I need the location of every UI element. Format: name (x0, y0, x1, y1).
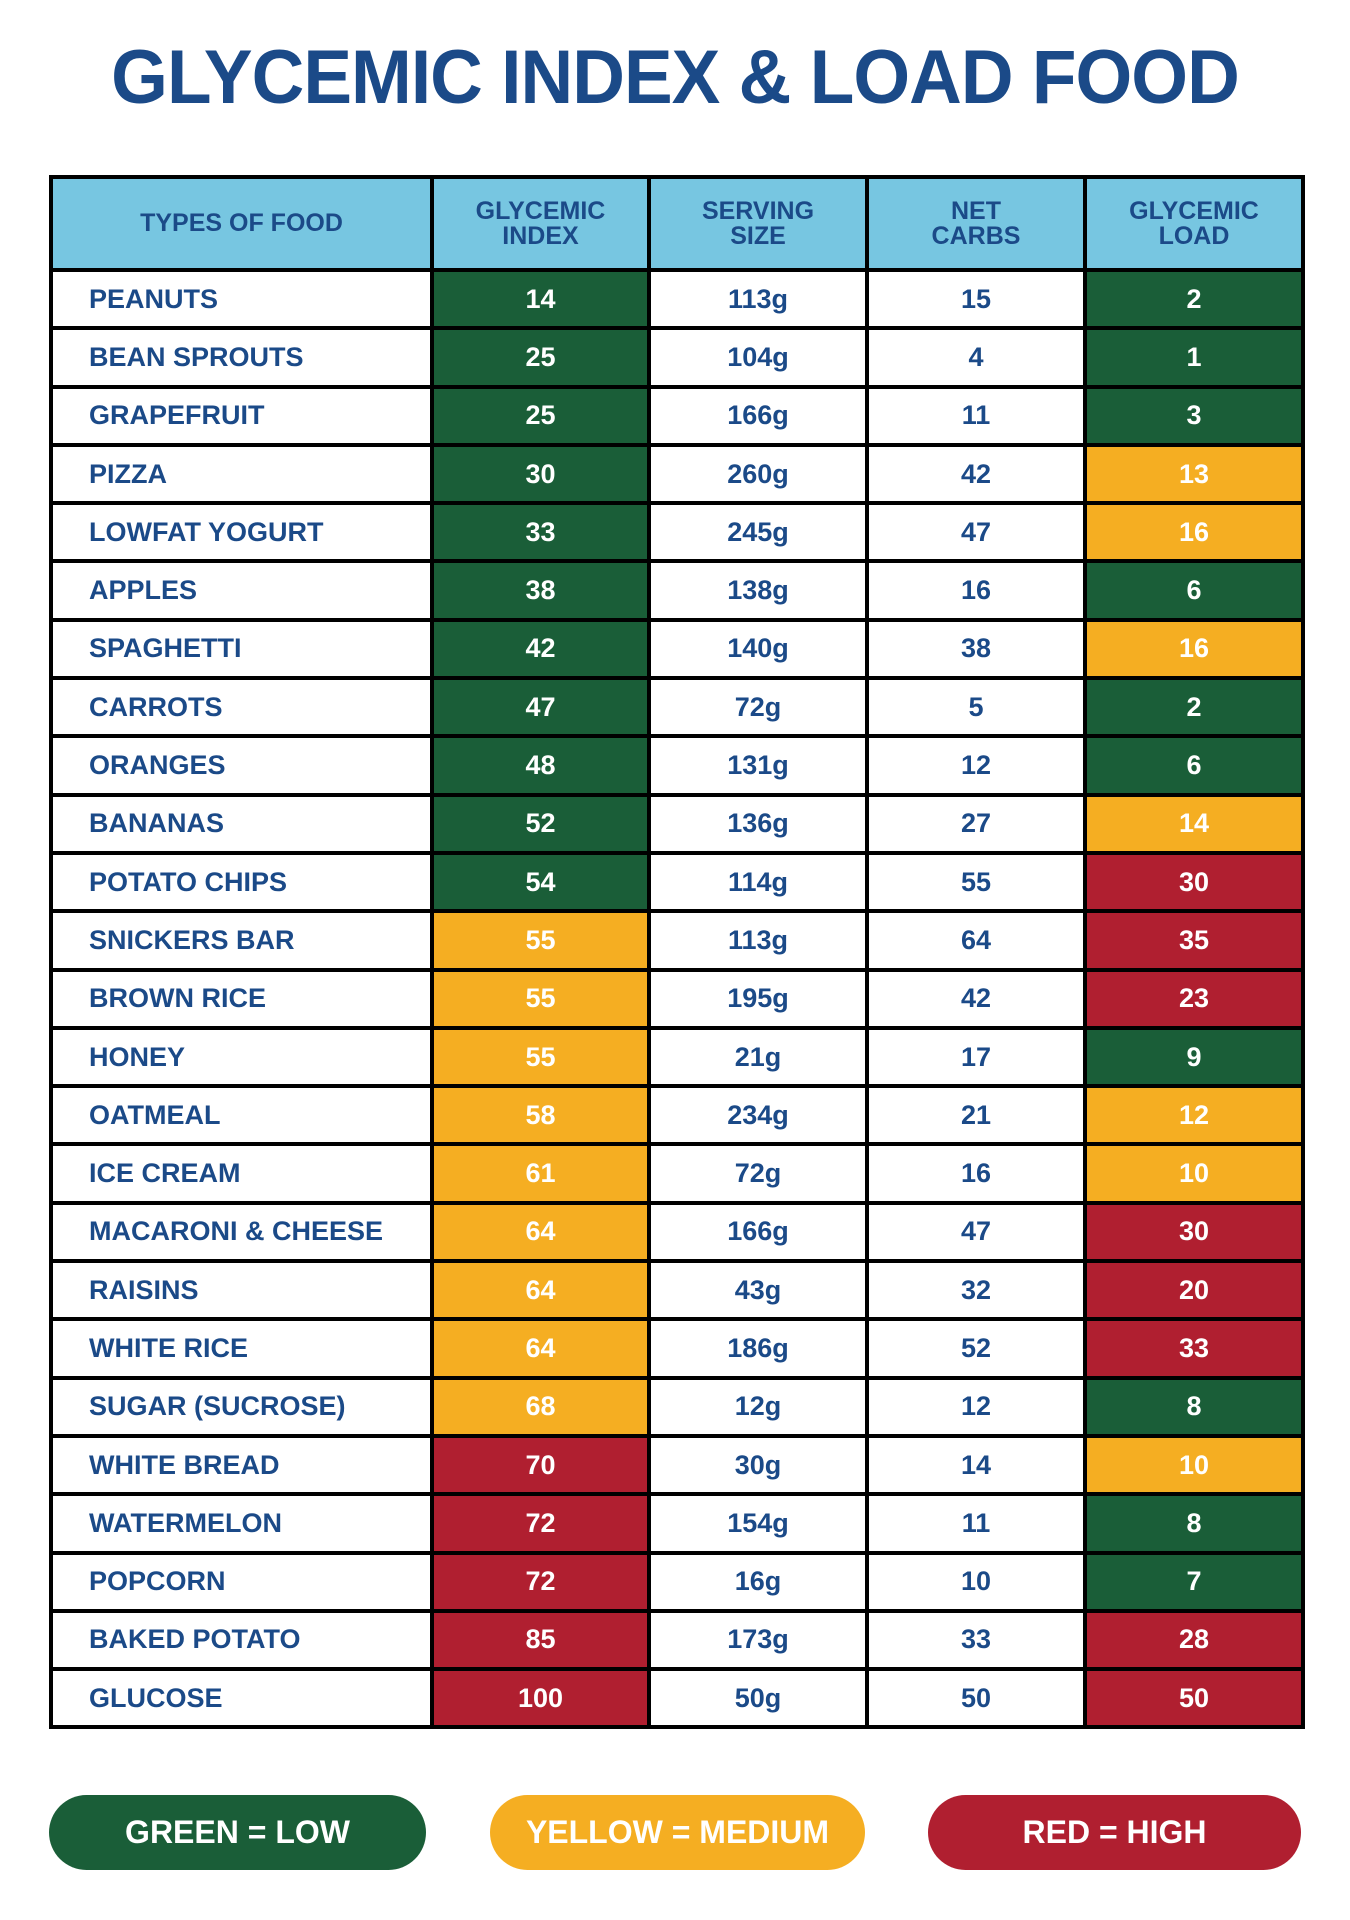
glycemic-table (49, 175, 1305, 1729)
glycemic-index-cell: 52 (432, 795, 649, 853)
legend-high-pill: RED = HIGH (928, 1795, 1301, 1870)
glycemic-load-cell: 10 (1085, 1144, 1303, 1202)
serving-size-cell: 12g (649, 1378, 867, 1436)
serving-size-cell: 72g (649, 678, 867, 736)
legend-low-pill: GREEN = LOW (49, 1795, 426, 1870)
glycemic-index-cell: 30 (432, 445, 649, 503)
net-carbs-cell: 4 (867, 328, 1085, 386)
table-row (51, 1436, 1303, 1494)
table-row (51, 1203, 1303, 1261)
food-name-cell: WATERMELON (51, 1494, 432, 1552)
table-body (51, 270, 1303, 1727)
table-row (51, 1553, 1303, 1611)
serving-size-cell: 166g (649, 387, 867, 445)
net-carbs-cell: 55 (867, 853, 1085, 911)
food-name-cell: SPAGHETTI (51, 620, 432, 678)
header-net-carbs: NET CARBS (867, 177, 1085, 270)
glycemic-load-cell: 30 (1085, 1203, 1303, 1261)
glycemic-index-cell: 55 (432, 911, 649, 969)
glycemic-load-cell: 1 (1085, 328, 1303, 386)
net-carbs-cell: 14 (867, 1436, 1085, 1494)
glycemic-load-cell: 50 (1085, 1669, 1303, 1727)
glycemic-load-cell: 8 (1085, 1494, 1303, 1552)
glycemic-load-cell: 12 (1085, 1086, 1303, 1144)
net-carbs-cell: 64 (867, 911, 1085, 969)
glycemic-load-cell: 30 (1085, 853, 1303, 911)
glycemic-index-cell: 54 (432, 853, 649, 911)
net-carbs-cell: 47 (867, 1203, 1085, 1261)
glycemic-index-cell: 25 (432, 328, 649, 386)
glycemic-load-cell: 28 (1085, 1611, 1303, 1669)
net-carbs-cell: 17 (867, 1028, 1085, 1086)
table-row (51, 445, 1303, 503)
glycemic-index-cell: 55 (432, 1028, 649, 1086)
glycemic-index-cell: 47 (432, 678, 649, 736)
serving-size-cell: 173g (649, 1611, 867, 1669)
food-name-cell: SUGAR (SUCROSE) (51, 1378, 432, 1436)
net-carbs-cell: 42 (867, 445, 1085, 503)
net-carbs-cell: 12 (867, 1378, 1085, 1436)
glycemic-load-cell: 9 (1085, 1028, 1303, 1086)
serving-size-cell: 140g (649, 620, 867, 678)
table-row (51, 1494, 1303, 1552)
food-name-cell: PIZZA (51, 445, 432, 503)
glycemic-load-cell: 33 (1085, 1319, 1303, 1377)
food-name-cell: WHITE BREAD (51, 1436, 432, 1494)
glycemic-index-cell: 14 (432, 270, 649, 328)
glycemic-load-cell: 35 (1085, 911, 1303, 969)
glycemic-index-cell: 33 (432, 503, 649, 561)
food-name-cell: WHITE RICE (51, 1319, 432, 1377)
glycemic-index-cell: 64 (432, 1319, 649, 1377)
net-carbs-cell: 5 (867, 678, 1085, 736)
page-title: GLYCEMIC INDEX & LOAD FOOD (111, 35, 1239, 120)
food-name-cell: BEAN SPROUTS (51, 328, 432, 386)
header-glycemic-load: GLYCEMIC LOAD (1085, 177, 1303, 270)
net-carbs-cell: 52 (867, 1319, 1085, 1377)
serving-size-cell: 138g (649, 561, 867, 619)
table-row (51, 1086, 1303, 1144)
food-name-cell: POTATO CHIPS (51, 853, 432, 911)
table-row (51, 620, 1303, 678)
food-name-cell: RAISINS (51, 1261, 432, 1319)
glycemic-index-cell: 42 (432, 620, 649, 678)
net-carbs-cell: 11 (867, 1494, 1085, 1552)
glycemic-index-cell: 48 (432, 736, 649, 794)
net-carbs-cell: 42 (867, 970, 1085, 1028)
glycemic-index-cell: 85 (432, 1611, 649, 1669)
net-carbs-cell: 21 (867, 1086, 1085, 1144)
food-name-cell: BANANAS (51, 795, 432, 853)
glycemic-index-cell: 58 (432, 1086, 649, 1144)
table-row (51, 678, 1303, 736)
net-carbs-cell: 10 (867, 1553, 1085, 1611)
glycemic-index-cell: 64 (432, 1261, 649, 1319)
table-row (51, 328, 1303, 386)
net-carbs-cell: 47 (867, 503, 1085, 561)
food-name-cell: OATMEAL (51, 1086, 432, 1144)
net-carbs-cell: 50 (867, 1669, 1085, 1727)
net-carbs-cell: 16 (867, 561, 1085, 619)
serving-size-cell: 43g (649, 1261, 867, 1319)
table-row (51, 1028, 1303, 1086)
net-carbs-cell: 11 (867, 387, 1085, 445)
food-name-cell: GRAPEFRUIT (51, 387, 432, 445)
serving-size-cell: 131g (649, 736, 867, 794)
food-name-cell: SNICKERS BAR (51, 911, 432, 969)
net-carbs-cell: 16 (867, 1144, 1085, 1202)
table-row (51, 387, 1303, 445)
net-carbs-cell: 32 (867, 1261, 1085, 1319)
food-name-cell: BROWN RICE (51, 970, 432, 1028)
net-carbs-cell: 15 (867, 270, 1085, 328)
food-name-cell: PEANUTS (51, 270, 432, 328)
serving-size-cell: 234g (649, 1086, 867, 1144)
food-name-cell: GLUCOSE (51, 1669, 432, 1727)
table-row (51, 911, 1303, 969)
glycemic-load-cell: 20 (1085, 1261, 1303, 1319)
glycemic-load-cell: 2 (1085, 678, 1303, 736)
serving-size-cell: 114g (649, 853, 867, 911)
food-name-cell: ORANGES (51, 736, 432, 794)
glycemic-load-cell: 10 (1085, 1436, 1303, 1494)
food-name-cell: HONEY (51, 1028, 432, 1086)
table-row (51, 970, 1303, 1028)
serving-size-cell: 245g (649, 503, 867, 561)
glycemic-index-cell: 64 (432, 1203, 649, 1261)
food-name-cell: MACARONI & CHEESE (51, 1203, 432, 1261)
glycemic-load-cell: 3 (1085, 387, 1303, 445)
serving-size-cell: 113g (649, 270, 867, 328)
glycemic-load-cell: 6 (1085, 736, 1303, 794)
glycemic-load-cell: 7 (1085, 1553, 1303, 1611)
serving-size-cell: 260g (649, 445, 867, 503)
table-row (51, 1378, 1303, 1436)
glycemic-load-cell: 8 (1085, 1378, 1303, 1436)
glycemic-index-cell: 72 (432, 1553, 649, 1611)
header-types-of-food: TYPES OF FOOD (51, 177, 432, 270)
food-name-cell: APPLES (51, 561, 432, 619)
glycemic-load-cell: 16 (1085, 620, 1303, 678)
glycemic-index-cell: 72 (432, 1494, 649, 1552)
serving-size-cell: 195g (649, 970, 867, 1028)
table-row (51, 1144, 1303, 1202)
serving-size-cell: 50g (649, 1669, 867, 1727)
table-row (51, 1611, 1303, 1669)
serving-size-cell: 113g (649, 911, 867, 969)
food-name-cell: CARROTS (51, 678, 432, 736)
table-row (51, 1261, 1303, 1319)
table-row (51, 270, 1303, 328)
table-row (51, 1319, 1303, 1377)
food-name-cell: POPCORN (51, 1553, 432, 1611)
glycemic-load-cell: 13 (1085, 445, 1303, 503)
serving-size-cell: 30g (649, 1436, 867, 1494)
glycemic-load-cell: 6 (1085, 561, 1303, 619)
net-carbs-cell: 33 (867, 1611, 1085, 1669)
table-header-row (51, 177, 1303, 270)
table-row (51, 503, 1303, 561)
food-name-cell: BAKED POTATO (51, 1611, 432, 1669)
table-row (51, 1669, 1303, 1727)
glycemic-load-cell: 14 (1085, 795, 1303, 853)
serving-size-cell: 166g (649, 1203, 867, 1261)
serving-size-cell: 136g (649, 795, 867, 853)
serving-size-cell: 186g (649, 1319, 867, 1377)
glycemic-index-cell: 25 (432, 387, 649, 445)
glycemic-index-cell: 100 (432, 1669, 649, 1727)
header-glycemic-index: GLYCEMIC INDEX (432, 177, 649, 270)
glycemic-index-cell: 68 (432, 1378, 649, 1436)
table-row (51, 561, 1303, 619)
glycemic-index-cell: 61 (432, 1144, 649, 1202)
serving-size-cell: 72g (649, 1144, 867, 1202)
header-serving-size: SERVING SIZE (649, 177, 867, 270)
net-carbs-cell: 12 (867, 736, 1085, 794)
glycemic-load-cell: 16 (1085, 503, 1303, 561)
glycemic-index-cell: 38 (432, 561, 649, 619)
table-row (51, 736, 1303, 794)
food-name-cell: LOWFAT YOGURT (51, 503, 432, 561)
net-carbs-cell: 38 (867, 620, 1085, 678)
table-row (51, 795, 1303, 853)
glycemic-index-cell: 70 (432, 1436, 649, 1494)
glycemic-load-cell: 2 (1085, 270, 1303, 328)
serving-size-cell: 154g (649, 1494, 867, 1552)
legend-medium-pill: YELLOW = MEDIUM (490, 1795, 865, 1870)
net-carbs-cell: 27 (867, 795, 1085, 853)
serving-size-cell: 16g (649, 1553, 867, 1611)
serving-size-cell: 21g (649, 1028, 867, 1086)
food-name-cell: ICE CREAM (51, 1144, 432, 1202)
serving-size-cell: 104g (649, 328, 867, 386)
glycemic-load-cell: 23 (1085, 970, 1303, 1028)
table-row (51, 853, 1303, 911)
glycemic-index-cell: 55 (432, 970, 649, 1028)
